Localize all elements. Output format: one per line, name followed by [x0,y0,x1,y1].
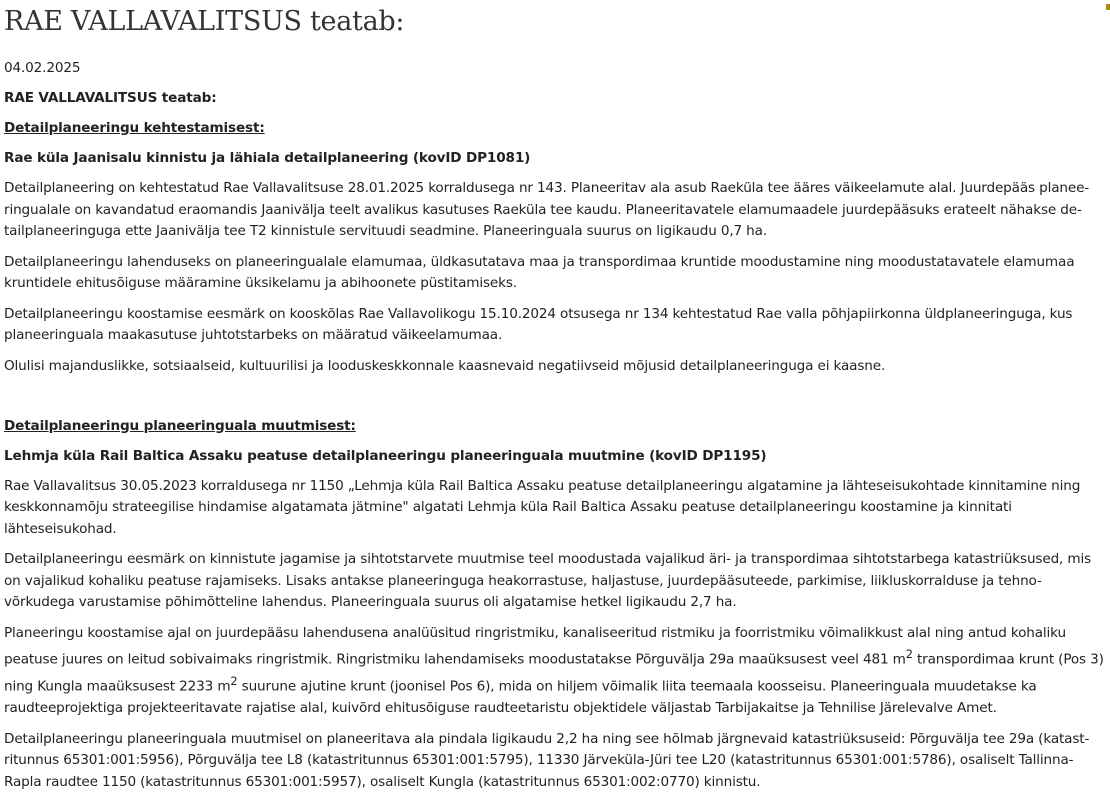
superscript: 2 [905,647,913,661]
text-segment: transpordimaa krunt (Pos 3) ning Kungla maaüksusest 2233 m [4,651,1104,695]
section-heading-muutmine: Detailplaneeringu planeeringuala muutmisest: [4,417,356,434]
notice-article [0,4,1110,793]
corner-accent [1106,4,1110,10]
page-title: RAE VALLAVALITSUS teatab: [4,6,405,37]
paragraph: Detailplaneeringu lahenduseks on planeeringualale elamumaa, üldkasutatava maa ja transpordimaa kruntide moodustamine ning moodustatavatele elamumaa kruntidele ehitusõiguse määramine üksikelamu ja abihoonete püstitamiseks. [4,253,1075,291]
paragraph: Detailplaneeringu koostamise eesmärk on kooskõlas Rae Vallavolikogu 15.10.2024 otsusega nr 134 kehtestatud Rae valla põhjapiirkonna üldplaneeringuga, kus planeeringuala maakasutuse juhtotstarbeks on määratud väikeelamumaa. [4,305,1073,343]
paragraph: Detailplaneeringu planeeringuala muutmisel on planeeritava ala pindala ligikaudu 2,2 ha ning see hõlmab järgnevaid katastriüksuseid: Põrguvälja tee 29a (katast-ritunnus 65301:001:5956), Põrguvälja tee L8 (katastritunnus 65301:001:5795), 11330 Järveküla-Jüri tee L20 (katastritunnus 65301:001:5786), osaliselt Tallinna-Rapla raudtee 1150 (katastritunnus 65301:001:5957), osaliselt Kungla (katastritunnus 65301:002:0770) kinnistu. [4,730,1090,790]
section-heading-kehtestamine: Detailplaneeringu kehtestamisest: [4,120,265,136]
paragraph: Detailplaneeringu eesmärk on kinnistute jagamise ja sihtotstarvete muutmise teel moodustada vajalikud äri- ja transpordimaa sihtotstarbega katastriüksused, mis on vajalikud kohaliku peatuse rajamiseks. Lisaks antakse planeeringuga heakorrastuse, haljastuse, juurdepääsuteede, parkimise, liikluskorralduse ja tehno-võrkudega varustamise põhimõtteline lahendus. Planeeringuala suurus oli algatamise hetkel ligikaudu 2,7 ha. [4,551,1092,610]
paragraph: Olulisi majanduslikke, sotsiaalseid, kultuurilisi ja looduskeskkonnale kaasnevaid negatiivseid mõjusid detailplaneeringuga ei kaasne. [4,357,886,374]
section-spacer [4,377,1106,407]
text-segment: suurune ajutine krunt (joonisel Pos 6), mida on hiljem võimalik liita teemaala koosseisu. Planeeringuala muudetakse ka raudteeprojektiga projekteeritavate rajatise alal, kuivõrd ehitusõiguse raudteetaristu objektidele väljastab Tarbijakaitse ja Tehnilise Järelevalve Amet. [4,678,1037,717]
text-segment: Planeeringu koostamise ajal on juurdepääsu lahendusena analüüsitud ringristmiku, kanaliseeritud ristmiku ja foorristmiku võimalikkust alal ning antud kohaliku peatuse juures on leitud sobivaimaks ringristmik. Ringristmiku lahendamiseks moodustatakse Põrguvälja 29a maaüksusest veel 481 m [4,624,1066,668]
section-subheading-dp1081: Rae küla Jaanisalu kinnistu ja lähiala detailplaneering (kovID DP1081) [4,150,531,166]
section-subheading-dp1195: Lehmja küla Rail Baltica Assaku peatuse detailplaneeringu planeeringuala muutmine (kovID DP1195) [4,447,767,464]
superscript: 2 [230,674,238,689]
paragraph-with-area [4,623,1106,720]
intro-line: RAE VALLAVALITSUS teatab: [4,90,217,106]
paragraph: Detailplaneering on kehtestatud Rae Vallavalitsuse 28.01.2025 korraldusega nr 143. Planeeritav ala asub Raeküla tee ääres väikeelamute alal. Juurdepääs planee-ringualale on kavandatud eraomandis Jaanivälja teelt avalikus kasutuses Raeküla tee kaudu. Planeeritavatele elamumaadele juurdepääsuks erateelt nähakse de-tailplaneeringuga ette Jaanivälja tee T2 kinnistule servituudi seadmine. Planeeringuala suurus on ligikaudu 0,7 ha. [4,180,1090,239]
publish-date: 04.02.2025 [4,60,81,76]
paragraph: Rae Vallavalitsus 30.05.2023 korraldusega nr 1150 „Lehmja küla Rail Baltica Assaku peatuse detailplaneeringu algatamine ja lähteseisukohtade kinnitamine ning keskkonnamõju strateegilise hindamise algatamata jätmine" algatati Lehmja küla Rail Baltica Assaku peatuse detailplaneeringu koostamine ja kinnitati lähteseisukohad. [4,477,1081,537]
